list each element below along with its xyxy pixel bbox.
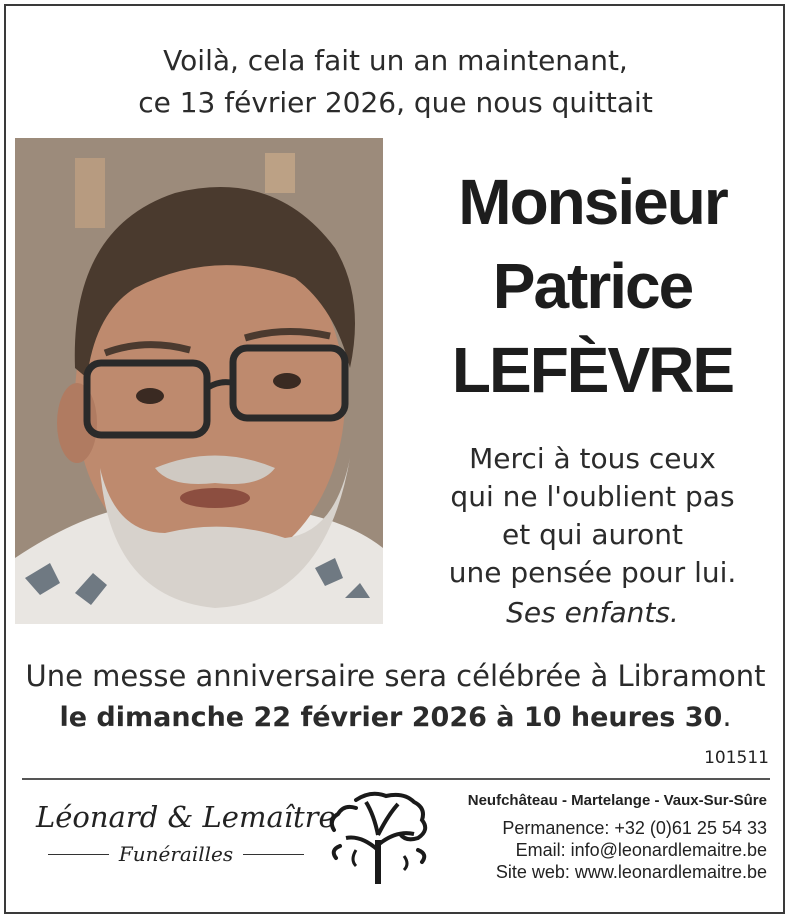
thanks-line-1: Merci à tous ceux xyxy=(469,442,716,475)
mass-date: le dimanche 22 février 2026 à 10 heures 30 xyxy=(59,702,723,733)
deceased-name xyxy=(405,160,780,412)
funeral-home-towns: Neufchâteau - Martelange - Vaux-Sur-Sûre xyxy=(467,792,767,809)
mass-period: . xyxy=(722,699,732,733)
mass-line-1: Une messe anniversaire sera célébrée à Libramont xyxy=(25,659,766,693)
tree-icon xyxy=(326,790,436,890)
subtitle-right-line xyxy=(243,854,304,855)
email-line[interactable]: Email: info@leonardlemaitre.be xyxy=(515,840,767,860)
signature: Ses enfants. xyxy=(506,596,679,629)
deceased-last-name: LEFÈVRE xyxy=(451,334,734,406)
funeral-home-name: Léonard & Lemaître xyxy=(36,800,336,834)
reference-number: 101511 xyxy=(704,748,769,768)
intro-text xyxy=(0,40,791,124)
funeral-home-subtitle-row xyxy=(48,842,304,866)
thanks-line-3: et qui auront xyxy=(502,518,683,551)
portrait-photo xyxy=(15,138,383,624)
subtitle-left-line xyxy=(48,854,109,855)
phone-line: Permanence: +32 (0)61 25 54 33 xyxy=(502,818,767,838)
website-line[interactable]: Site web: www.leonardlemaitre.be xyxy=(495,862,767,882)
mass-announcement xyxy=(0,656,791,738)
funeral-home-subtitle: Funérailles xyxy=(118,842,234,866)
thanks-line-4: une pensée pour lui. xyxy=(448,556,737,589)
mass-line-2 xyxy=(0,696,791,738)
intro-line-1: Voilà, cela fait un an maintenant, xyxy=(163,44,628,77)
deceased-title: Monsieur xyxy=(458,166,727,238)
contact-info xyxy=(468,792,767,883)
footer-divider xyxy=(22,778,770,780)
deceased-first-name: Patrice xyxy=(492,250,693,322)
intro-line-2: ce 13 février 2026, que nous quittait xyxy=(138,86,653,119)
thanks-line-2: qui ne l'oublient pas xyxy=(450,480,735,513)
thanks-text xyxy=(400,440,785,592)
